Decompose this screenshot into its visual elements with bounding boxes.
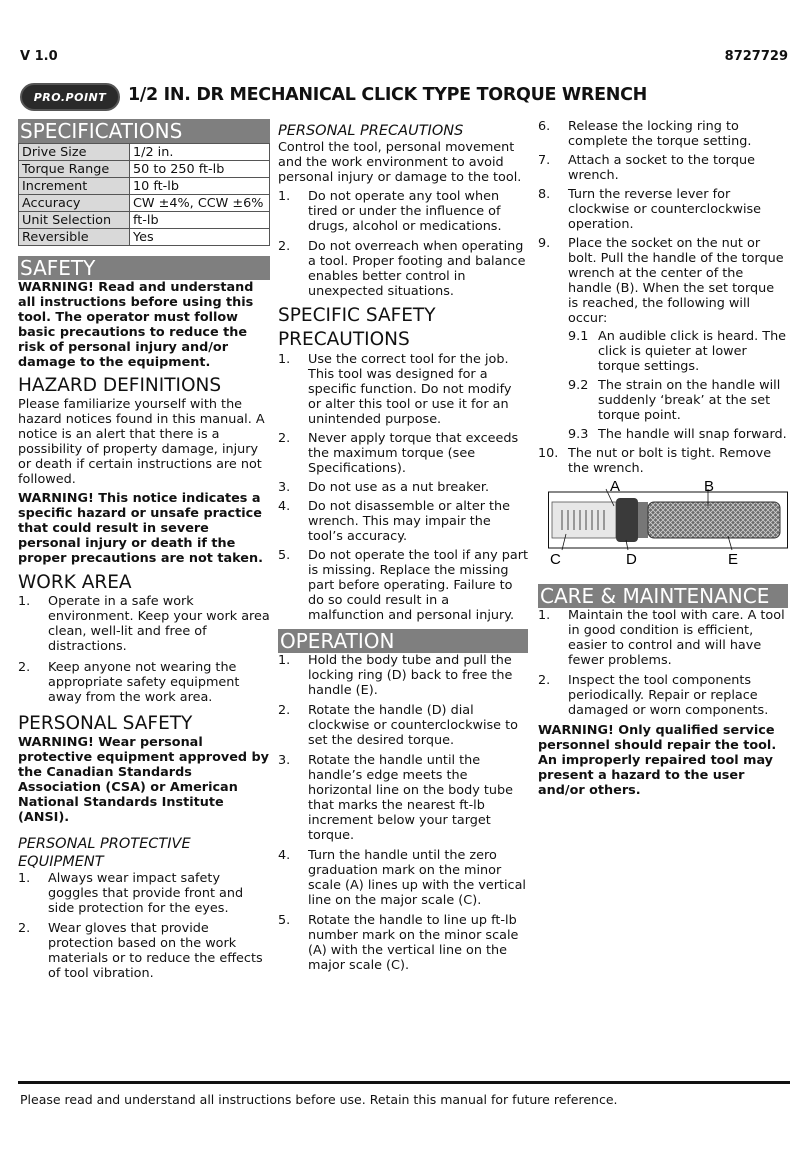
list-item xyxy=(538,446,788,476)
personal-safety-warning: WARNING! Wear personal protective equipment approved by the Canadian Standards Association (CSA) or American National Standards Institute (ANSI). xyxy=(18,735,270,825)
spec-value: 10 ft-lb xyxy=(130,178,270,195)
spec-label: Increment xyxy=(19,178,130,195)
list-text: Attach a socket to the torque wrench. xyxy=(568,153,755,183)
list-item xyxy=(278,753,528,843)
spec-label: Reversible xyxy=(19,229,130,246)
list-number: 2. xyxy=(538,673,551,688)
diagram-label-c: C xyxy=(550,551,561,568)
list-text: Place the socket on the nut or bolt. Pull the handle of the torque wrench at the center of the handle (B). When the set torque is reached, the following will occur: xyxy=(568,236,784,326)
list-item xyxy=(568,427,788,442)
list-item xyxy=(18,594,270,654)
spec-row xyxy=(19,195,270,212)
list-number: 2. xyxy=(18,921,31,936)
column-right xyxy=(538,119,788,798)
list-text: The nut or bolt is tight. Remove the wrench. xyxy=(568,446,772,476)
list-text: Do not overreach when operating a tool. Proper footing and balance enables better control in unexpected situations. xyxy=(308,239,526,299)
spec-row xyxy=(19,144,270,161)
list-number: 4. xyxy=(278,499,291,514)
personal-precautions-text: Control the tool, personal movement and the work environment to avoid personal injury or damage to the tool. xyxy=(278,140,522,185)
list-item xyxy=(18,660,270,705)
list-text: Do not operate the tool if any part is missing. Replace the missing part before operating. Failure to do so could result in a malfunction and personal injury. xyxy=(308,548,528,623)
list-item xyxy=(568,329,788,374)
diagram-label-a: A xyxy=(610,480,621,495)
torque-wrench-diagram xyxy=(548,480,788,570)
work-area-heading: WORK AREA xyxy=(18,572,132,593)
list-text: Rotate the handle until the handle’s edge meets the horizontal line on the body tube that marks the nearest ft-lb increment below your target torque. xyxy=(308,753,513,843)
spec-row xyxy=(19,212,270,229)
personal-safety-heading: PERSONAL SAFETY xyxy=(18,713,193,734)
list-text: The strain on the handle will suddenly ‘break’ at the set torque point. xyxy=(598,378,781,423)
list-number: 2. xyxy=(278,703,291,718)
specific-safety-list xyxy=(278,352,528,623)
safety-heading: SAFETY xyxy=(18,256,270,280)
operation-item-10 xyxy=(538,446,788,476)
specifications-table xyxy=(18,143,270,246)
list-item xyxy=(538,119,788,149)
spec-row xyxy=(19,178,270,195)
spec-value: CW ±4%, CCW ±6% xyxy=(130,195,270,212)
list-item xyxy=(278,352,528,427)
brand-logo xyxy=(20,83,120,111)
spec-value: ft-lb xyxy=(130,212,270,229)
list-number: 2. xyxy=(18,660,31,675)
list-number: 1. xyxy=(18,871,31,886)
list-item xyxy=(538,673,788,718)
list-item xyxy=(278,703,528,748)
list-item xyxy=(278,848,528,908)
list-text: Do not operate any tool when tired or under the influence of drugs, alcohol or medications. xyxy=(308,189,502,234)
list-text: Rotate the handle (D) dial clockwise or counterclockwise to set the desired torque. xyxy=(308,703,518,748)
hazard-heading: HAZARD DEFINITIONS xyxy=(18,375,222,396)
spec-value: 1/2 in. xyxy=(130,144,270,161)
column-left xyxy=(18,119,270,981)
hazard-warning: WARNING! This notice indicates a specific hazard or unsafe practice that could result in severe personal injury or death if the proper precautions are not taken. xyxy=(18,491,263,566)
list-text: Operate in a safe work environment. Keep your work area clean, well-lit and free of distractions. xyxy=(48,594,270,654)
list-item xyxy=(538,187,788,232)
list-number: 9.2 xyxy=(568,378,589,393)
ppe-list xyxy=(18,871,270,981)
list-number: 1. xyxy=(18,594,31,609)
list-item xyxy=(278,653,528,698)
list-item xyxy=(568,378,788,423)
specifications-heading: SPECIFICATIONS xyxy=(18,119,270,143)
page-title: 1/2 IN. DR MECHANICAL CLICK TYPE TORQUE WRENCH xyxy=(128,85,647,105)
list-text: Use the correct tool for the job. This tool was designed for a specific function. Do not modify or alter this tool or use it for an unintended purpose. xyxy=(308,352,512,427)
diagram-label-b: B xyxy=(704,480,715,495)
list-number: 3. xyxy=(278,753,291,768)
list-text: Rotate the handle to line up ft-lb number mark on the minor scale (A) with the vertical line on the major scale (C). xyxy=(308,913,519,973)
list-item xyxy=(538,153,788,183)
list-item xyxy=(18,921,270,981)
list-number: 2. xyxy=(278,431,291,446)
list-text: Always wear impact safety goggles that provide front and side protection for the eyes. xyxy=(48,871,244,916)
personal-precautions-list xyxy=(278,189,528,299)
diagram-label-e: E xyxy=(728,551,739,568)
version-label: V 1.0 xyxy=(20,49,58,64)
list-text: Inspect the tool components periodically. Repair or replace damaged or worn components. xyxy=(568,673,769,718)
list-text: Wear gloves that provide protection based on the work materials or to reduce the effects of tool vibration. xyxy=(48,921,263,981)
list-number: 10. xyxy=(538,446,559,461)
list-text: Release the locking ring to complete the torque setting. xyxy=(568,119,752,149)
operation-heading: OPERATION xyxy=(278,629,528,653)
list-text: The handle will snap forward. xyxy=(598,427,787,442)
list-number: 9.1 xyxy=(568,329,589,344)
logo-text: PRO.POINT xyxy=(33,90,107,104)
list-text: Keep anyone not wearing the appropriate safety equipment away from the work area. xyxy=(48,660,240,705)
list-item xyxy=(278,480,528,495)
care-warning: WARNING! Only qualified service personnel should repair the tool. An improperly repaired tool may present a hazard to the user and/or others. xyxy=(538,723,777,798)
diagram-label-d: D xyxy=(626,551,637,568)
list-number: 2. xyxy=(278,239,291,254)
list-item xyxy=(278,239,528,299)
list-item xyxy=(538,608,788,668)
list-number: 1. xyxy=(278,189,291,204)
list-item xyxy=(278,913,528,973)
list-number: 5. xyxy=(278,913,291,928)
spec-label: Accuracy xyxy=(19,195,130,212)
list-number: 1. xyxy=(278,653,291,668)
list-number: 1. xyxy=(278,352,291,367)
footer-divider xyxy=(18,1081,790,1084)
list-number: 6. xyxy=(538,119,551,134)
ppe-heading: PERSONAL PROTECTIVE EQUIPMENT xyxy=(18,836,191,870)
safety-warning: WARNING! Read and understand all instructions before using this tool. The operator must follow basic precautions to reduce the risk of personal injury and/or damage to the equipment. xyxy=(18,280,254,370)
care-heading: CARE & MAINTENANCE xyxy=(538,584,788,608)
list-number: 1. xyxy=(538,608,551,623)
spec-value: 50 to 250 ft-lb xyxy=(130,161,270,178)
list-text: Never apply torque that exceeds the maximum torque (see Specifications). xyxy=(308,431,519,476)
list-number: 4. xyxy=(278,848,291,863)
operation-list-a xyxy=(278,653,528,973)
list-item xyxy=(538,236,788,326)
personal-precautions-heading: PERSONAL PRECAUTIONS xyxy=(278,123,464,139)
locking-ring xyxy=(616,498,638,542)
work-area-list xyxy=(18,594,270,705)
specific-safety-heading: SPECIFIC SAFETY PRECAUTIONS xyxy=(278,305,436,350)
list-text: An audible click is heard. The click is quieter at lower torque settings. xyxy=(598,329,787,374)
list-item xyxy=(278,431,528,476)
list-item xyxy=(278,499,528,544)
list-number: 7. xyxy=(538,153,551,168)
spec-label: Drive Size xyxy=(19,144,130,161)
operation-list-b xyxy=(538,119,788,326)
spec-row xyxy=(19,229,270,246)
hazard-text: Please familiarize yourself with the hazard notices found in this manual. A notice is an alert that there is a possibility of property damage, injury or death if certain instructions are not followed. xyxy=(18,397,265,487)
list-item xyxy=(278,189,528,234)
list-item xyxy=(278,548,528,623)
spec-row xyxy=(19,161,270,178)
list-item xyxy=(18,871,270,916)
list-text: Hold the body tube and pull the locking ring (D) back to free the handle (E). xyxy=(308,653,513,698)
list-number: 9.3 xyxy=(568,427,589,442)
list-text: Maintain the tool with care. A tool in good condition is efficient, easier to control and will have fewer problems. xyxy=(568,608,785,668)
spec-value: Yes xyxy=(130,229,270,246)
list-text: Do not use as a nut breaker. xyxy=(308,480,490,495)
list-text: Turn the handle until the zero graduation mark on the minor scale (A) lines up with the vertical line on the major scale (C). xyxy=(308,848,526,908)
list-text: Do not disassemble or alter the wrench. This may impair the tool’s accuracy. xyxy=(308,499,511,544)
list-number: 8. xyxy=(538,187,551,202)
part-number: 8727729 xyxy=(724,49,788,64)
list-text: Turn the reverse lever for clockwise or counterclockwise operation. xyxy=(568,187,762,232)
care-list xyxy=(538,608,788,718)
spec-label: Unit Selection xyxy=(19,212,130,229)
footer-text: Please read and understand all instructions before use. Retain this manual for future reference. xyxy=(20,1092,618,1107)
column-middle xyxy=(278,119,528,973)
body-tube xyxy=(552,502,616,538)
list-number: 5. xyxy=(278,548,291,563)
operation-sublist xyxy=(568,329,788,442)
spec-label: Torque Range xyxy=(19,161,130,178)
list-number: 9. xyxy=(538,236,551,251)
handle-grip xyxy=(648,502,780,538)
list-number: 3. xyxy=(278,480,291,495)
